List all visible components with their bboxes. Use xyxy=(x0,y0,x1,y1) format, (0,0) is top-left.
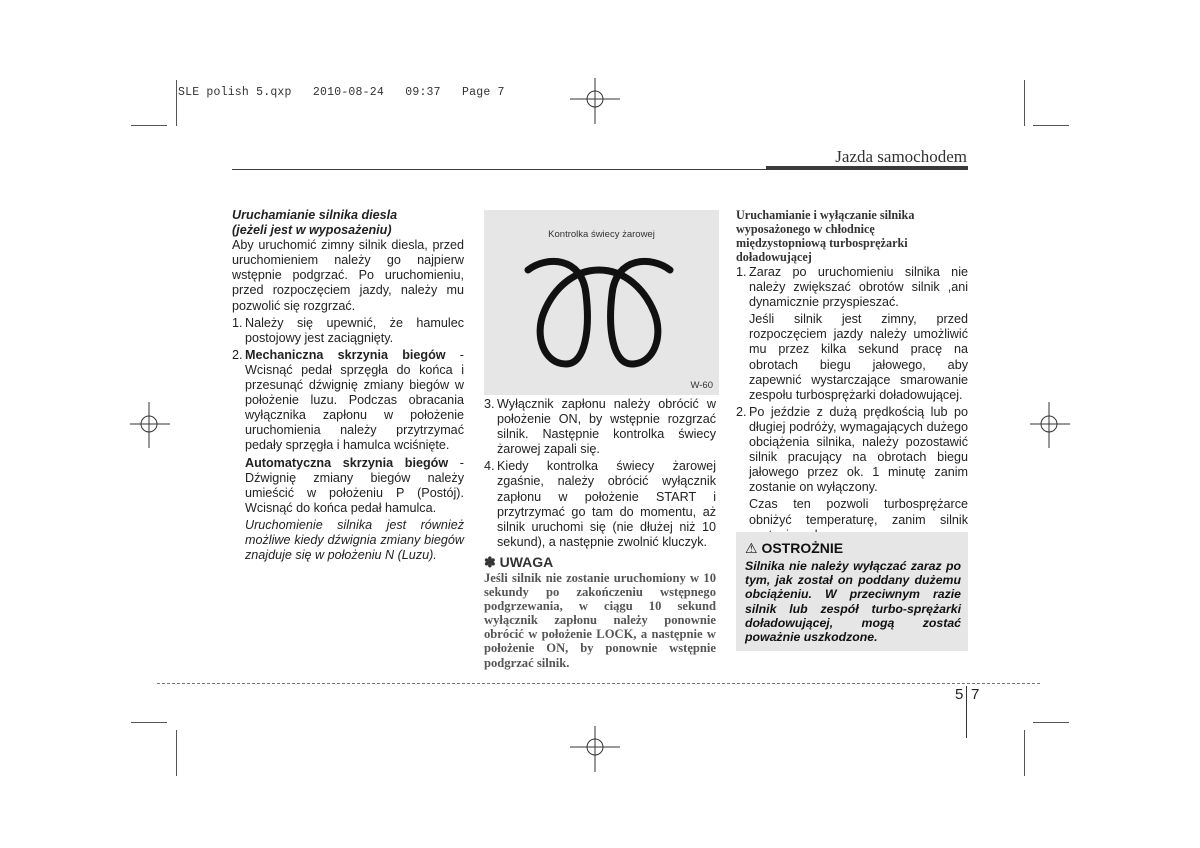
crop-mark xyxy=(176,80,177,126)
registration-mark-top xyxy=(570,78,620,124)
crop-mark xyxy=(131,125,167,126)
list-item-continuation: Jeśli silnik jest zimny, przed rozpoczęciem jazdy należy umożliwić mu przez kilka sekund pracę na obrotach biegu jałowego, aby zapewnić wystarczające smarowanie zespołu turbosprężarki doładowującej. xyxy=(749,312,968,402)
note-body: Jeśli silnik nie zostanie uruchomiony w 10 sekundy po zakończeniu wstępnego podgrzewania, w ciągu 10 sekund wyłącznik zapłonu należy ponownie obrócić w położenie LOCK, a następnie w położenie ON, by ponownie wstępnie podgrzać silnik. xyxy=(484,571,716,670)
print-slug: SLE polish 5.qxp 2010-08-24 09:37 Page 7 xyxy=(178,86,505,99)
registration-mark-bottom xyxy=(570,726,620,772)
page-number: 7 xyxy=(971,686,980,703)
list-item: 3. Wyłącznik zapłonu należy obrócić w położenie ON, by wstępnie rozgrzać silnik. Następnie kontrolka świecy żarowej zapali się. xyxy=(484,397,716,457)
glow-plug-coil-icon xyxy=(524,258,674,368)
list-item: 1. Należy się upewnić, że hamulec postojowy jest zaciągnięty. xyxy=(232,315,464,345)
page-divider xyxy=(966,686,967,738)
section-heading: Uruchamianie silnika diesla xyxy=(232,208,398,222)
figure-code: W-60 xyxy=(690,380,713,391)
intro-paragraph: Aby uruchomić zimny silnik diesla, przed uruchomieniem należy go najpierw wstępnie podgrzać. Po uruchomieniu, przed rozpoczęciem jazdy, należy mu pozwolić się rozgrzać. xyxy=(232,238,464,313)
footer-dotted-rule xyxy=(157,683,1040,684)
crop-mark xyxy=(1033,125,1069,126)
middle-column xyxy=(484,397,716,550)
caution-box xyxy=(736,532,968,651)
caution-heading: ⚠ OSTROŻNIE xyxy=(745,540,844,556)
left-column xyxy=(232,208,464,563)
list-item: 4. Kiedy kontrolka świecy żarowej zgaśnie, należy obrócić wyłącznik zapłonu w położenie START i przytrzymać go tam do momentu, aż silnik uruchomi się (nie dłużej niż 10 sekund), a następnie zwolnić kluczyk. xyxy=(484,459,716,549)
neutral-note: Uruchomienie silnika jest również możliwe kiedy dźwignia zmiany biegów znajduje się w położeniu N (Luzu). xyxy=(245,517,464,563)
right-column xyxy=(736,265,968,543)
header-rule-thick xyxy=(766,166,968,170)
note-asterisk-icon: ✽ xyxy=(484,554,496,570)
crop-mark xyxy=(1033,722,1069,723)
registration-mark-left xyxy=(130,402,170,448)
right-section-heading: Uruchamianie i wyłączanie silnika wyposażonego w chłodnicę międzystopniową turbosprężarki doładowującej xyxy=(736,208,915,264)
automatic-transmission-paragraph: Automatyczna skrzynia biegów - Dźwignię zmiany biegów należy umieścić w położeniu P (Postój). Wcisnąć do końca pedał hamulca. xyxy=(245,455,464,515)
warning-triangle-icon: ⚠ xyxy=(745,540,758,556)
glow-plug-figure xyxy=(484,210,719,395)
crop-mark xyxy=(176,730,177,776)
list-item-continuation: Czas ten pozwoli turbosprężarce obniżyć temperaturę, zanim silnik xyxy=(749,497,968,527)
registration-mark-right xyxy=(1030,402,1070,448)
crop-mark xyxy=(131,722,167,723)
list-item: 2. Mechaniczna skrzynia biegów - Wcisnąć pedał sprzęgła do końca i przesunąć dźwignię zmiany biegów w położenie luzu. Podczas obracania wyłącznika zapłonu w położenie uruchomienia należy przytrzymać pedały sprzęgła i hamulca wciśnięte. xyxy=(232,347,464,453)
figure-caption: Kontrolka świecy żarowej xyxy=(548,229,655,240)
section-heading-sub: (jeżeli jest w wyposażeniu) xyxy=(232,223,392,238)
list-item: 1. Zaraz po uruchomieniu silnika nie należy zwiększać obrotów silnik ,ani dynamicznie przyspieszać. xyxy=(736,265,968,310)
section-number: 5 xyxy=(955,686,964,703)
chapter-title: Jazda samochodem xyxy=(835,147,967,166)
crop-mark xyxy=(1024,730,1025,776)
list-item: 2. Po jeździe z dużą prędkością lub po długiej podróży, wymagających dużego obciążenia silnika, należy pozostawić silnik pracujący na obrotach biegu jałowego przez ok. 1 minutę zanim zostanie on wyłączony. xyxy=(736,404,968,495)
caution-text: Silnika nie należy wyłączać zaraz po tym, jak został on poddany dużemu obciążeniu. W przeciwnym razie silnik lub zespół turbo-sprężarki doładowującej, mogą zostać poważnie uszkodzone. xyxy=(745,559,961,645)
crop-mark xyxy=(1024,80,1025,126)
note-heading: ✽ UWAGA xyxy=(484,554,554,570)
